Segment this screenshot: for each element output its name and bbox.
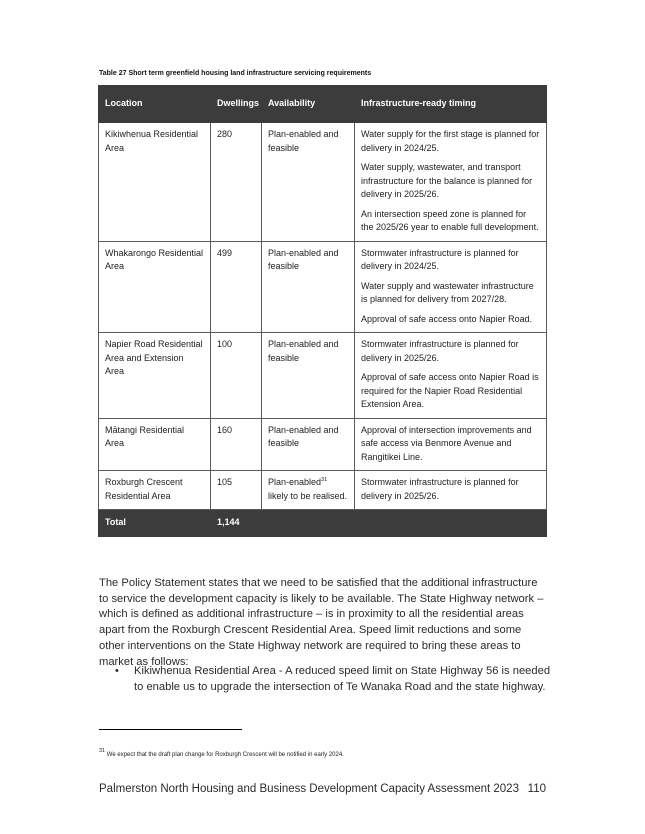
timing-cell <box>355 471 547 510</box>
table-caption: Table 27 Short term greenfield housing land infrastructure servicing requirements <box>99 70 372 77</box>
page-number: 110 <box>527 783 546 795</box>
dwellings-cell: 280 <box>211 123 262 242</box>
dwellings-cell: 160 <box>211 418 262 471</box>
timing-item: Stormwater infrastructure is planned for delivery in 2024/25. <box>361 247 519 271</box>
table-row <box>99 333 547 419</box>
timing-item: Water supply for the first stage is planned for delivery in 2024/25. <box>361 129 540 153</box>
availability-cell: Plan-enabled and feasible <box>262 418 355 471</box>
dwellings-cell: 105 <box>211 471 262 510</box>
location-cell: Roxburgh Crescent Residential Area <box>99 471 211 510</box>
column-header-availability: Availability <box>262 86 355 123</box>
timing-item: Approval of intersection improvements and safe access via Benmore Avenue and Rangitikei Line. <box>361 424 532 462</box>
location-cell: Whakarongo Residential Area <box>99 241 211 333</box>
location-cell: Kikiwhenua Residential Area <box>99 123 211 242</box>
availability-cell <box>262 471 355 510</box>
table-row <box>99 471 547 510</box>
body-paragraph: The Policy Statement states that we need to be satisfied that the additional infrastructure to service the development capacity is likely to be available. The State Highway network – which is defined as additional infrastructure – is in proximity to all the residential areas apart from the Roxburgh Crescent Residential Area. Speed limit reductions and some other interventions on the State Highway network are required to bring these areas to market as follows: <box>99 577 544 668</box>
availability-text-continued: likely to be realised. <box>268 490 348 501</box>
table-row <box>99 123 547 242</box>
availability-cell: Plan-enabled and feasible <box>262 333 355 419</box>
timing-item: Approval of safe access onto Napier Road. <box>361 313 533 324</box>
table-row <box>99 241 547 333</box>
dwellings-cell: 499 <box>211 241 262 333</box>
timing-item: Water supply, wastewater, and transport infrastructure for the balance is planned for delivery in 2025/26. <box>361 162 533 199</box>
footnote-text: We expect that the draft plan change for Roxburgh Crescent will be notified in early 2024. <box>105 752 344 758</box>
dwellings-cell: 100 <box>211 333 262 419</box>
timing-item: Water supply and wastewater infrastructure is planned for delivery from 2027/28. <box>361 280 534 304</box>
timing-item: An intersection speed zone is planned for the 2025/26 year to enable full development. <box>361 208 539 232</box>
total-empty-cell <box>262 510 355 537</box>
availability-cell: Plan-enabled and feasible <box>262 123 355 242</box>
table-row <box>99 418 547 471</box>
total-row <box>99 510 547 537</box>
infrastructure-table <box>98 85 547 537</box>
footnote-reference: 31 <box>321 477 328 483</box>
total-dwellings: 1,144 <box>211 510 262 537</box>
timing-cell <box>355 123 547 242</box>
column-header-location: Location <box>99 86 211 123</box>
table-header-row <box>99 86 547 123</box>
footnote-marker: 31 <box>99 748 106 754</box>
timing-item: Stormwater infrastructure is planned for delivery in 2025/26. <box>361 477 519 501</box>
availability-text: Plan-enabled <box>268 477 322 487</box>
column-header-dwellings: Dwellings <box>211 86 262 123</box>
timing-cell <box>355 241 547 333</box>
column-header-timing: Infrastructure-ready timing <box>355 86 547 123</box>
bullet-text: Kikiwhenua Residential Area - A reduced speed limit on State Highway 56 is needed to enable us to upgrade the intersection of Te Wanaka Road and the state highway. <box>134 665 551 693</box>
timing-item: Approval of safe access onto Napier Road is required for the Napier Road Residential Extension Area. <box>361 372 539 409</box>
timing-item: Stormwater infrastructure is planned for delivery in 2025/26. <box>361 339 519 363</box>
timing-cell <box>355 333 547 419</box>
location-cell: Napier Road Residential Area and Extension Area <box>99 333 211 419</box>
timing-cell <box>355 418 547 471</box>
total-empty-cell <box>355 510 547 537</box>
footnote <box>99 748 344 758</box>
footnote-divider <box>99 729 242 730</box>
location-cell: Mātangi Residential Area <box>99 418 211 471</box>
bullet-icon: • <box>115 665 119 677</box>
total-label: Total <box>99 510 211 537</box>
availability-cell: Plan-enabled and feasible <box>262 241 355 333</box>
bullet-list-item <box>115 664 555 695</box>
footer-title: Palmerston North Housing and Business Development Capacity Assessment 2023 <box>99 783 519 795</box>
